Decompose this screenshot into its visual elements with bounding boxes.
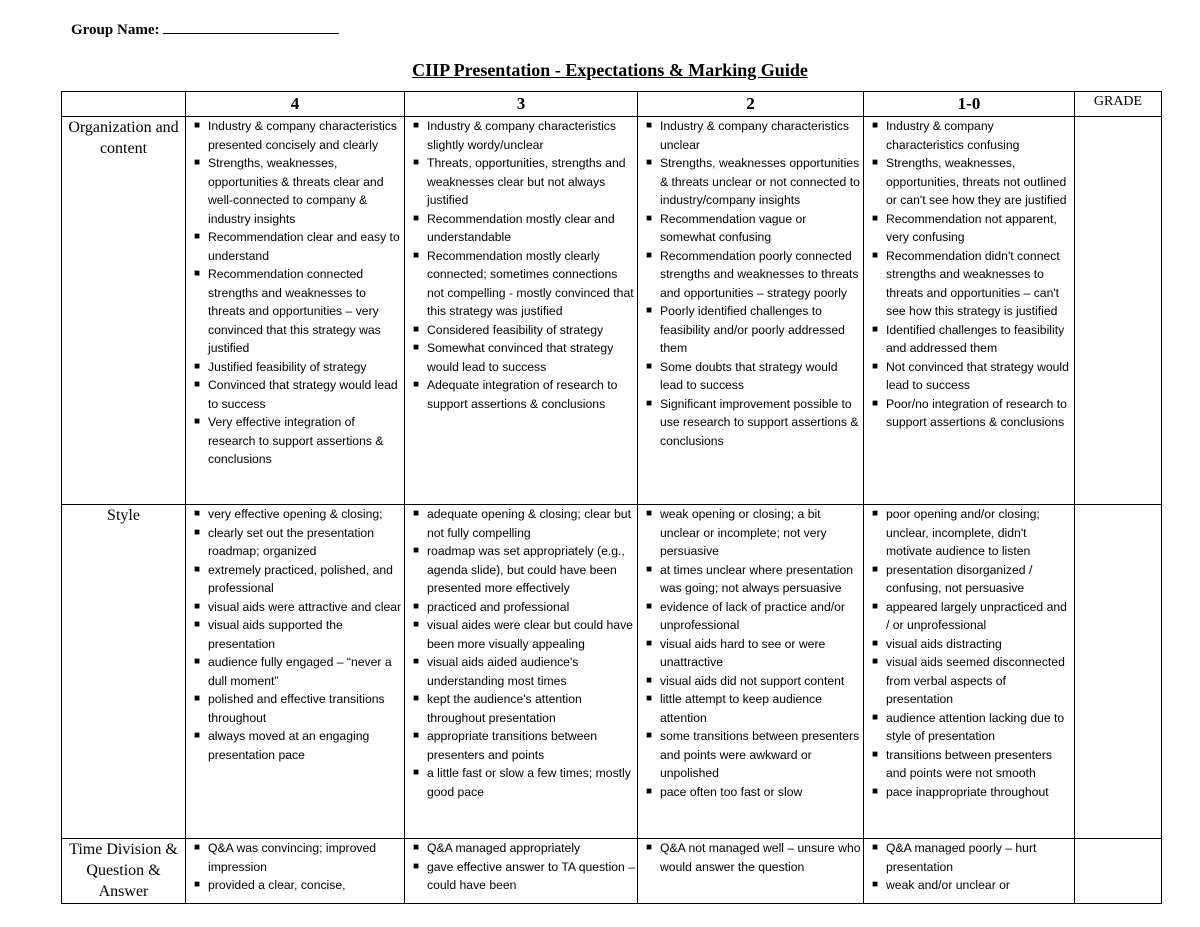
list-item [413, 117, 635, 154]
list-item-text: Recommendation poorly connected strengths and weaknesses to threats and opportunities – strategy poorly [660, 248, 859, 300]
criteria-list [638, 505, 863, 801]
rubric-cell [864, 839, 1075, 904]
list-item [872, 247, 1072, 321]
list-item-text: always moved at an engaging presentation pace [208, 729, 370, 762]
bullet-square-icon: ■ [413, 860, 420, 872]
list-item-text: some transitions between presenters and points were awkward or unpolished [660, 729, 860, 780]
bullet-square-icon: ■ [872, 842, 879, 853]
list-item-text: Identified challenges to feasibility and addressed them [886, 322, 1065, 355]
bullet-square-icon: ■ [646, 120, 653, 131]
corner-cell [62, 92, 186, 117]
bullet-square-icon: ■ [194, 563, 201, 575]
bullet-square-icon: ■ [872, 157, 879, 168]
list-item [194, 727, 402, 764]
list-item-text: pace inappropriate throughout [886, 784, 1049, 799]
list-item [872, 635, 1072, 654]
bullet-square-icon: ■ [413, 508, 420, 519]
list-item [413, 727, 635, 764]
list-item [872, 653, 1072, 709]
criterion-label: Style [62, 505, 186, 839]
list-item-text: visual aids seemed disconnected from verbal aspects of presentation [886, 655, 1065, 706]
bullet-square-icon: ■ [646, 600, 653, 612]
bullet-square-icon: ■ [646, 563, 653, 575]
criteria-list [405, 839, 637, 895]
list-item-text: Recommendation mostly clear and understandable [427, 211, 615, 244]
list-item [194, 653, 402, 690]
bullet-square-icon: ■ [413, 323, 420, 335]
column-header-3: 3 [405, 92, 638, 117]
column-header-2: 2 [638, 92, 864, 117]
list-item-text: Considered feasibility of strategy [427, 322, 604, 337]
bullet-square-icon: ■ [646, 157, 653, 168]
list-item-text: adequate opening & closing; clear but not fully compelling [427, 507, 631, 540]
list-item [646, 690, 861, 727]
list-item-text: visual aids supported the presentation [208, 618, 343, 651]
list-item [646, 839, 861, 876]
list-item [413, 154, 635, 210]
bullet-square-icon: ■ [194, 416, 201, 427]
list-item [194, 839, 402, 876]
list-item-text: Threats, opportunities, strengths and weaknesses clear but not always justified [427, 156, 626, 207]
list-item-text: pace often too fast or slow [660, 784, 803, 799]
grade-cell[interactable] [1075, 839, 1162, 904]
list-item [413, 690, 635, 727]
bullet-square-icon: ■ [194, 360, 201, 372]
list-item-text: roadmap was set appropriately (e.g., agenda slide), but could have been presented more effectively [427, 544, 625, 595]
list-item-text: presentation disorganized / confusing, not persuasive [886, 562, 1033, 595]
criteria-list [186, 117, 404, 469]
rubric-cell [638, 505, 864, 839]
rubric-cell [186, 505, 405, 839]
bullet-square-icon: ■ [194, 508, 201, 519]
list-item [413, 210, 635, 247]
list-item [413, 376, 635, 413]
criterion-label: Time Division & Question & Answer [62, 839, 186, 904]
list-item-text: Q&A managed appropriately [427, 841, 581, 855]
list-item [646, 635, 861, 672]
list-item-text: Industry & company characteristics unclear [660, 119, 849, 152]
criteria-list [186, 839, 404, 895]
list-item [872, 395, 1072, 432]
bullet-square-icon: ■ [194, 268, 201, 279]
list-item-text: Recommendation didn't connect strengths and weaknesses to threats and opportunities – can't see how this strategy is justified [886, 248, 1060, 318]
list-item [413, 542, 635, 598]
list-item [872, 505, 1072, 561]
list-item-text: Q&A managed poorly – hurt presentation [886, 841, 1037, 874]
bullet-square-icon: ■ [646, 249, 653, 261]
bullet-square-icon: ■ [646, 842, 653, 853]
list-item [194, 265, 402, 358]
list-item-text: Strengths, weaknesses, opportunities, threats not outlined or can't see how they are justified [886, 156, 1067, 207]
list-item [646, 598, 861, 635]
rubric-cell [405, 839, 638, 904]
header-row [62, 92, 1162, 117]
row-organization-content [62, 117, 1162, 505]
list-item-text: very effective opening & closing; [208, 507, 383, 521]
list-item [646, 505, 861, 561]
list-item-text: audience attention lacking due to style of presentation [886, 710, 1065, 743]
row-style [62, 505, 1162, 839]
list-item-text: Recommendation connected strengths and weaknesses to threats and opportunities – very convinced that this strategy was justified [208, 267, 381, 355]
bullet-square-icon: ■ [194, 379, 201, 390]
list-item-text: Poor/no integration of research to support assertions & conclusions [886, 396, 1067, 429]
list-item [194, 876, 402, 895]
bullet-square-icon: ■ [872, 600, 879, 612]
list-item-text: visual aids distracting [886, 636, 1002, 651]
list-item-text: kept the audience's attention throughout presentation [427, 692, 582, 725]
bullet-square-icon: ■ [413, 767, 420, 778]
list-item [194, 228, 402, 265]
list-item-text: a little fast or slow a few times; mostly good pace [427, 766, 631, 799]
list-item [872, 783, 1072, 802]
bullet-square-icon: ■ [194, 157, 201, 168]
list-item [194, 376, 402, 413]
list-item [646, 210, 861, 247]
bullet-square-icon: ■ [413, 379, 420, 390]
bullet-square-icon: ■ [194, 231, 201, 242]
grade-cell[interactable] [1075, 117, 1162, 505]
bullet-square-icon: ■ [413, 120, 420, 131]
list-item-text: Convinced that strategy would lead to success [208, 378, 398, 411]
list-item-text: Industry & company characteristics slightly wordy/unclear [427, 119, 616, 152]
group-name-label: Group Name: [71, 22, 160, 38]
list-item-text: Somewhat convinced that strategy would lead to success [427, 341, 614, 374]
list-item [872, 321, 1072, 358]
list-item-text: Significant improvement possible to use research to support assertions & conclusions [660, 396, 859, 448]
list-item [872, 839, 1072, 876]
list-item-text: Recommendation not apparent, very confusing [886, 211, 1057, 244]
list-item-text: Strengths, weaknesses opportunities & threats unclear or not connected to industry/company insights [660, 156, 860, 207]
bullet-square-icon: ■ [646, 397, 653, 409]
list-item [646, 117, 861, 154]
bullet-square-icon: ■ [646, 693, 653, 704]
list-item-text: gave effective answer to TA question – could have been [427, 859, 635, 892]
list-item-text: Recommendation vague or somewhat confusing [660, 211, 807, 244]
list-item [194, 117, 402, 154]
group-name-blank-line [163, 21, 339, 34]
list-item [194, 561, 402, 598]
list-item [413, 321, 635, 340]
list-item [646, 358, 861, 395]
list-item [872, 876, 1072, 895]
column-header-4: 4 [186, 92, 405, 117]
column-header-grade: GRADE [1075, 92, 1162, 117]
bullet-square-icon: ■ [872, 785, 879, 797]
list-item-text: visual aids did not support content [660, 673, 845, 688]
list-item [646, 727, 861, 783]
bullet-square-icon: ■ [872, 563, 879, 575]
list-item-text: Justified feasibility of strategy [208, 359, 367, 374]
list-item [646, 561, 861, 598]
list-item [872, 154, 1072, 210]
criteria-list [405, 505, 637, 801]
list-item-text: visual aids aided audience's understanding most times [427, 655, 579, 688]
document-title: CIIP Presentation - Expectations & Marking Guide [412, 60, 808, 80]
list-item-text: extremely practiced, polished, and professional [208, 562, 393, 595]
criteria-list [638, 839, 863, 876]
bullet-square-icon: ■ [194, 730, 201, 741]
list-item-text: Q&A not managed well – unsure who would answer the question [660, 841, 861, 874]
list-item-text: Some doubts that strategy would lead to success [660, 359, 838, 392]
bullet-square-icon: ■ [872, 212, 879, 224]
list-item [194, 154, 402, 228]
bullet-square-icon: ■ [646, 674, 653, 686]
bullet-square-icon: ■ [194, 120, 201, 131]
list-item [194, 598, 402, 617]
bullet-square-icon: ■ [194, 879, 201, 890]
criteria-list [864, 839, 1074, 895]
rubric-cell [186, 839, 405, 904]
bullet-square-icon: ■ [413, 157, 420, 168]
bullet-square-icon: ■ [872, 637, 879, 649]
list-item [872, 709, 1072, 746]
list-item-text: evidence of lack of practice and/or unprofessional [660, 599, 845, 632]
list-item [194, 358, 402, 377]
criteria-list [186, 505, 404, 764]
bullet-square-icon: ■ [872, 748, 879, 760]
bullet-square-icon: ■ [646, 212, 653, 224]
list-item-text: Industry & company characteristics confusing [886, 119, 1020, 152]
list-item-text: provided a clear, concise, [208, 878, 346, 892]
bullet-square-icon: ■ [413, 545, 420, 556]
list-item-text: Strengths, weaknesses, opportunities & threats clear and well-connected to company & industry insights [208, 156, 384, 226]
rubric-cell [864, 117, 1075, 505]
list-item-text: Very effective integration of research to support assertions & conclusions [208, 415, 384, 466]
criteria-list [864, 117, 1074, 432]
list-item [194, 616, 402, 653]
bullet-square-icon: ■ [872, 508, 879, 519]
list-item-text: Industry & company characteristics presented concisely and clearly [208, 119, 397, 152]
list-item [872, 210, 1072, 247]
list-item [872, 746, 1072, 783]
list-item [413, 839, 635, 858]
rubric-cell [186, 117, 405, 505]
list-item-text: transitions between presenters and points were not smooth [886, 747, 1052, 780]
list-item-text: clearly set out the presentation roadmap; organized [208, 525, 374, 558]
bullet-square-icon: ■ [194, 526, 201, 538]
bullet-square-icon: ■ [872, 323, 879, 335]
rubric-table [61, 91, 1162, 904]
rubric-cell [638, 117, 864, 505]
bullet-square-icon: ■ [413, 619, 420, 630]
list-item [194, 524, 402, 561]
bullet-square-icon: ■ [646, 508, 653, 519]
list-item-text: little attempt to keep audience attention [660, 692, 822, 725]
list-item [646, 672, 861, 691]
grade-cell[interactable] [1075, 505, 1162, 839]
list-item [646, 783, 861, 802]
list-item [413, 653, 635, 690]
list-item-text: practiced and professional [427, 599, 570, 614]
list-item [872, 561, 1072, 598]
bullet-square-icon: ■ [194, 693, 201, 704]
list-item-text: Q&A was convincing; improved impression [208, 841, 376, 874]
list-item-text: visual aids hard to see or were unattractive [660, 636, 826, 669]
list-item-text: audience fully engaged – “never a dull moment” [208, 655, 392, 688]
list-item [646, 395, 861, 451]
bullet-square-icon: ■ [413, 656, 420, 667]
list-item [413, 505, 635, 542]
bullet-square-icon: ■ [646, 305, 653, 316]
bullet-square-icon: ■ [194, 656, 201, 667]
list-item-text: Recommendation clear and easy to understand [208, 230, 400, 263]
list-item-text: poor opening and/or closing; unclear, incomplete, didn't motivate audience to listen [886, 507, 1040, 558]
bullet-square-icon: ■ [194, 619, 201, 630]
bullet-square-icon: ■ [872, 360, 879, 372]
list-item-text: appeared largely unpracticed and / or unprofessional [886, 599, 1067, 632]
bullet-square-icon: ■ [413, 600, 420, 612]
bullet-square-icon: ■ [872, 711, 879, 723]
bullet-square-icon: ■ [872, 249, 879, 261]
rubric-cell [864, 505, 1075, 839]
bullet-square-icon: ■ [872, 397, 879, 409]
bullet-square-icon: ■ [872, 879, 879, 890]
list-item-text: at times unclear where presentation was going; not always persuasive [660, 562, 854, 595]
bullet-square-icon: ■ [194, 600, 201, 612]
bullet-square-icon: ■ [413, 693, 420, 704]
list-item [413, 764, 635, 801]
list-item [194, 690, 402, 727]
criteria-list [405, 117, 637, 413]
list-item-text: appropriate transitions between presenters and points [427, 729, 598, 762]
list-item-text: weak and/or unclear or [886, 878, 1010, 892]
list-item [413, 598, 635, 617]
criteria-list [638, 117, 863, 450]
list-item [872, 358, 1072, 395]
list-item-text: Poorly identified challenges to feasibility and/or poorly addressed them [660, 304, 845, 355]
bullet-square-icon: ■ [413, 842, 420, 853]
bullet-square-icon: ■ [413, 730, 420, 741]
list-item [413, 247, 635, 321]
list-item [413, 858, 635, 895]
list-item-text: Adequate integration of research to support assertions & conclusions [427, 378, 618, 411]
list-item [413, 339, 635, 376]
bullet-square-icon: ■ [413, 212, 420, 224]
criterion-label: Organization and content [62, 117, 186, 505]
list-item-text: polished and effective transitions throughout [208, 692, 385, 725]
bullet-square-icon: ■ [646, 637, 653, 649]
bullet-square-icon: ■ [646, 785, 653, 797]
list-item-text: weak opening or closing; a bit unclear or incomplete; not very persuasive [660, 507, 827, 558]
list-item [646, 247, 861, 303]
list-item [413, 616, 635, 653]
bullet-square-icon: ■ [872, 656, 879, 667]
list-item [872, 117, 1072, 154]
list-item-text: visual aides were clear but could have been more visually appealing [427, 618, 633, 651]
criteria-list [864, 505, 1074, 801]
group-name-field [71, 21, 339, 39]
rubric-cell [638, 839, 864, 904]
list-item [646, 154, 861, 210]
list-item [194, 413, 402, 469]
list-item-text: visual aids were attractive and clear [208, 599, 402, 614]
list-item-text: Recommendation mostly clearly connected; sometimes connections not compelling - mostly convinced that this strategy was justified [427, 248, 634, 318]
list-item-text: Not convinced that strategy would lead to success [886, 359, 1069, 392]
rubric-cell [405, 117, 638, 505]
bullet-square-icon: ■ [646, 730, 653, 741]
list-item [872, 598, 1072, 635]
bullet-square-icon: ■ [194, 842, 201, 853]
list-item [646, 302, 861, 358]
column-header-1-0: 1-0 [864, 92, 1075, 117]
row-time-division-qa [62, 839, 1162, 904]
bullet-square-icon: ■ [413, 249, 420, 261]
list-item [194, 505, 402, 524]
bullet-square-icon: ■ [413, 342, 420, 353]
bullet-square-icon: ■ [646, 360, 653, 372]
rubric-cell [405, 505, 638, 839]
bullet-square-icon: ■ [872, 120, 879, 131]
